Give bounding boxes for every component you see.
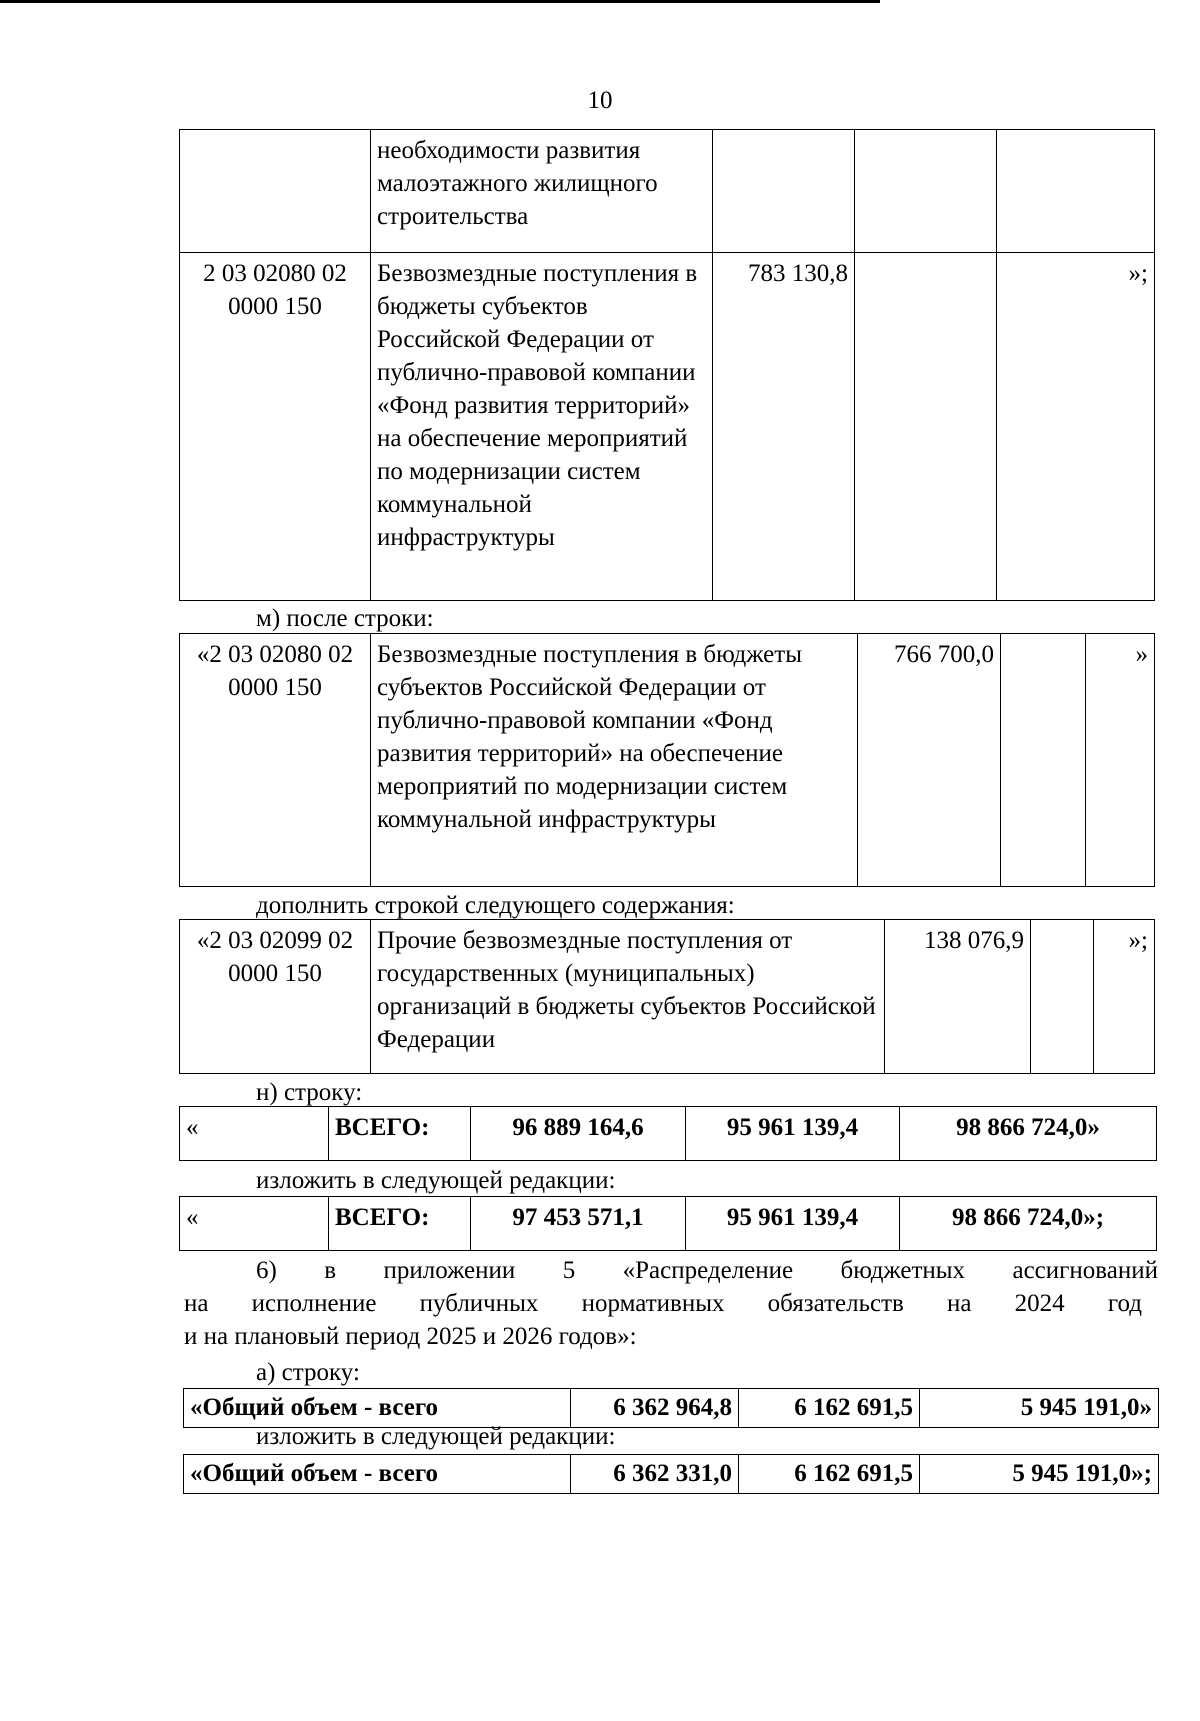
volume-value-2: 6 162 691,5 [739,1389,920,1428]
table-row [184,1455,1159,1494]
label-after-row: м) после строки: [256,605,434,632]
code-cell: «2 03 02080 02 0000 150 [180,634,371,887]
volume-label: «Общий объем - всего [184,1389,571,1428]
total-row-old [179,1106,1157,1161]
value-cell-3: »; [997,253,1155,601]
value-cell-1: 783 130,8 [713,253,855,601]
table-row [180,1107,1157,1161]
volume-value-2: 6 162 691,5 [739,1455,920,1494]
volume-value-3: 5 945 191,0»; [920,1455,1159,1494]
table-row [180,130,1155,253]
value-cell-1 [713,130,855,253]
value-cell-2 [855,130,997,253]
volume-value-3: 5 945 191,0» [920,1389,1159,1428]
label-add-row: дополнить строкой следующего содержания: [256,892,735,919]
label-new-edition-2: изложить в следующей редакции: [256,1423,616,1450]
revenue-table-after [179,633,1155,887]
code-cell: «2 03 02099 02 0000 150 [180,920,371,1074]
total-label: ВСЕГО: [329,1107,471,1161]
scan-edge-line [0,0,880,3]
quote-cell: « [180,1107,329,1161]
quote-cell: « [180,1197,329,1251]
revenue-table-continued [179,129,1155,601]
paragraph-line: на исполнение публичных нормативных обязательств на 2024 год [184,1290,1142,1317]
total-value-2: 95 961 139,4 [686,1107,900,1161]
table-row [180,253,1155,601]
description-cell: Безвозмездные поступления в бюджеты субъектов Российской Федерации от публично-правовой компании «Фонд развития территорий» на обеспечение мероприятий по модернизации систем коммунальной инфраструктуры [371,253,713,601]
description-cell: Безвозмездные поступления в бюджеты субъектов Российской Федерации от публично-правовой компании «Фонд развития территорий» на обеспечение мероприятий по модернизации систем коммунальной инфраструктуры [371,634,858,887]
total-row-new [179,1196,1157,1251]
label-row-a: а) строку: [256,1359,360,1386]
total-value-1: 96 889 164,6 [471,1107,686,1161]
total-volume-row-new [183,1454,1159,1494]
revenue-table-new-row [179,919,1155,1074]
description-cell: Прочие безвозмездные поступления от государственных (муниципальных) организаций в бюджеты субъектов Российской Федерации [371,920,885,1074]
total-value-3: 98 866 724,0»; [900,1197,1157,1251]
total-value-2: 95 961 139,4 [686,1197,900,1251]
code-cell: 2 03 02080 02 0000 150 [180,253,371,601]
table-row [180,634,1155,887]
page-number: 10 [587,87,613,114]
table-row [180,920,1155,1074]
volume-value-1: 6 362 331,0 [571,1455,739,1494]
value-cell-3: »; [1094,920,1155,1074]
code-cell [180,130,371,253]
value-cell-1: 138 076,9 [885,920,1031,1074]
label-row-n: н) строку: [256,1079,363,1106]
value-cell-3: » [1086,634,1155,887]
volume-value-1: 6 362 964,8 [571,1389,739,1428]
volume-label: «Общий объем - всего [184,1455,571,1494]
value-cell-2 [1031,920,1094,1074]
table-row [180,1197,1157,1251]
value-cell-2 [855,253,997,601]
description-cell: необходимости развития малоэтажного жилищного строительства [371,130,713,253]
total-value-3: 98 866 724,0» [900,1107,1157,1161]
total-value-1: 97 453 571,1 [471,1197,686,1251]
label-new-edition-1: изложить в следующей редакции: [256,1167,616,1194]
value-cell-2 [1001,634,1086,887]
total-label: ВСЕГО: [329,1197,471,1251]
value-cell-1: 766 700,0 [858,634,1001,887]
paragraph-line: 6) в приложении 5 «Распределение бюджетных ассигнований [256,1257,1158,1284]
paragraph-line: и на плановый период 2025 и 2026 годов»: [184,1323,637,1350]
value-cell-3 [997,130,1155,253]
